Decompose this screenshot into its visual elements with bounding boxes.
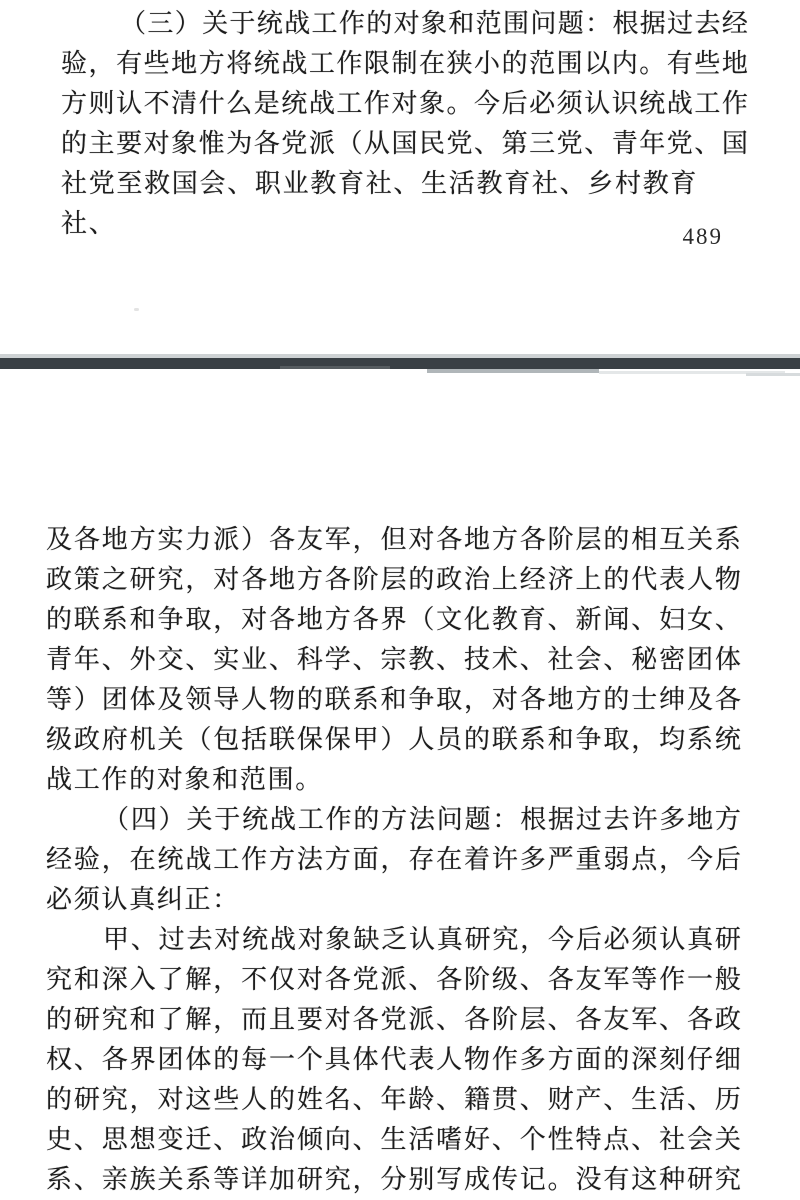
- text-line: 史、思想变迁、政治倾向、生活嗜好、个性特点、社会关: [46, 1125, 742, 1154]
- text-line: 方则认不清什么是统战工作对象。今后必须认识统战工作: [61, 89, 749, 118]
- text-line: 经验，在统战工作方法方面，存在着许多严重弱点，今后: [46, 845, 742, 874]
- page-separator-shadow: [427, 369, 599, 373]
- text-line: 权、各界团体的每一个具体代表人物作多方面的深刻仔细: [46, 1045, 742, 1074]
- text-line: 验，有些地方将统战工作限制在狭小的范围以内。有些地: [61, 49, 749, 78]
- text-line: 的研究，对这些人的姓名、年龄、籍贯、财产、生活、历: [46, 1085, 742, 1114]
- text-line: 级政府机关（包括联保保甲）人员的联系和争取，均系统: [46, 725, 742, 754]
- text-line: 的联系和争取，对各地方各界（文化教育、新闻、妇女、: [46, 605, 742, 634]
- text-line: 究和深入了解，不仅对各党派、各阶级、各友军等作一般: [46, 965, 742, 994]
- text-line: 系、亲族关系等详加研究，分别写成传记。没有这种研究: [46, 1165, 742, 1194]
- text-line: 政策之研究，对各地方各阶层的政治上经济上的代表人物: [46, 565, 742, 594]
- page-separator-shadow: [746, 373, 800, 376]
- text-line: 青年、外交、实业、科学、宗教、技术、社会、秘密团体: [46, 645, 742, 674]
- text-line: 社党至救国会、职业教育社、生活教育社、乡村教育社、: [61, 169, 699, 238]
- page-number: 489: [682, 224, 723, 249]
- text-line: （三）关于统战工作的对象和范围问题：根据过去经: [120, 9, 749, 38]
- page-separator-band: [0, 358, 800, 369]
- page-bottom-text-block: [46, 520, 742, 1200]
- text-line: 及各地方实力派）各友军，但对各地方各阶层的相互关系: [46, 525, 742, 554]
- text-line: 战工作的对象和范围。: [46, 765, 324, 794]
- text-line: 的主要对象惟为各党派（从国民党、第三党、青年党、国: [61, 129, 749, 158]
- scan-speck: [134, 308, 139, 311]
- text-line: （四）关于统战工作的方法问题：根据过去许多地方: [103, 805, 742, 834]
- text-line: 的研究和了解，而且要对各党派、各阶层、各友军、各政: [46, 1005, 742, 1034]
- text-line: 甲、过去对统战对象缺乏认真研究，今后必须认真研: [103, 925, 742, 954]
- text-line: 必须认真纠正：: [46, 885, 240, 914]
- page-separator-band-edge: [280, 366, 390, 369]
- text-line: 等）团体及领导人物的联系和争取，对各地方的士绅及各: [46, 685, 742, 714]
